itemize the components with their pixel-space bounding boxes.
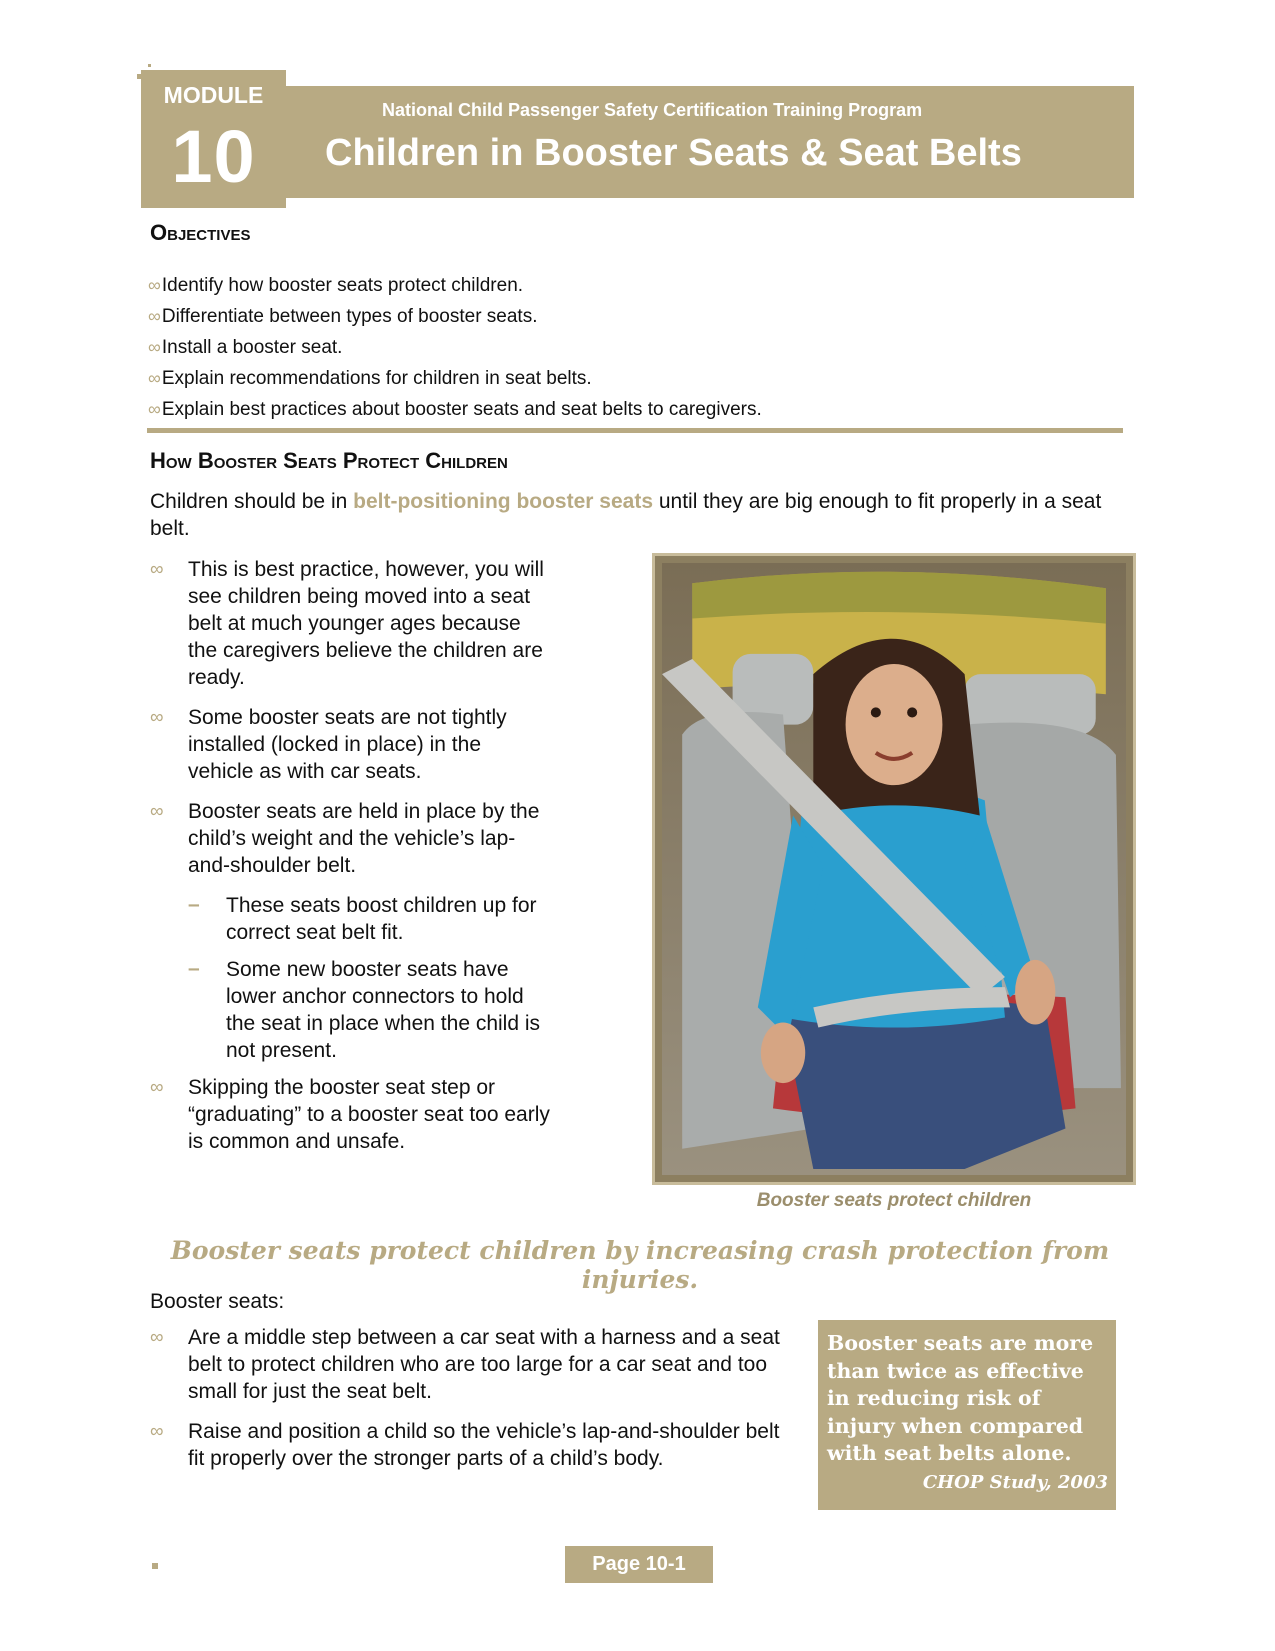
infinity-bullet-icon: ∞ xyxy=(150,707,164,728)
infinity-bullet-icon: ∞ xyxy=(150,1077,164,1098)
program-title: National Child Passenger Safety Certification Training Program xyxy=(382,100,923,120)
decorative-dot xyxy=(148,64,151,67)
dash-bullet-icon: – xyxy=(188,957,200,980)
booster-section-intro: Booster seats: xyxy=(150,1290,285,1313)
photo-caption: Booster seats protect children xyxy=(756,1190,1032,1211)
how-section-heading: How Booster Seats Protect Children xyxy=(150,448,508,473)
section-divider xyxy=(147,428,1123,433)
list-item: ∞Identify how booster seats protect children. xyxy=(148,275,524,296)
list-item: ∞Explain recommendations for children in seat belts. xyxy=(148,368,592,389)
page-number: Page 10-1 xyxy=(565,1546,713,1583)
module-badge xyxy=(141,70,286,208)
sub-list-item: – Some new booster seats have lower anchor connectors to hold the seat in place when the child is not present. xyxy=(188,957,541,1062)
list-item: ∞ Booster seats are held in place by the child’s weight and the vehicle’s lap-and-shoulder belt. xyxy=(150,800,540,877)
booster-section-bullets xyxy=(150,1324,800,1472)
infinity-bullet-icon: ∞ xyxy=(148,275,161,295)
list-item: ∞Install a booster seat. xyxy=(148,337,343,358)
list-item: ∞ Skipping the booster seat step or “graduating” to a booster seat too early is common and unsafe. xyxy=(150,1076,550,1153)
sub-list-item: – These seats boost children up for correct seat belt fit. xyxy=(188,893,537,944)
list-item: ∞Explain best practices about booster seats and seat belts to caregivers. xyxy=(148,399,762,420)
header-bar xyxy=(286,86,1134,198)
list-item: ∞ This is best practice, however, you will see children being moved into a seat belt at much younger ages because the caregivers believe the children are ready. xyxy=(150,558,544,689)
module-label: MODULE xyxy=(163,82,264,108)
how-section-intro: Children should be in belt-positioning booster seats until they are big enough to fit properly in a seat belt. xyxy=(150,490,1102,540)
objectives-heading: Objectives xyxy=(150,220,251,245)
pull-quote: Booster seats protect children by increasing crash protection from injuries. xyxy=(170,1236,1110,1294)
dash-bullet-icon: – xyxy=(188,893,200,916)
infinity-bullet-icon: ∞ xyxy=(148,399,161,419)
infinity-bullet-icon: ∞ xyxy=(148,306,161,326)
infinity-bullet-icon: ∞ xyxy=(148,337,161,357)
highlight-term: belt-positioning booster seats xyxy=(353,490,653,513)
infinity-bullet-icon: ∞ xyxy=(150,801,164,822)
list-item: ∞ Some booster seats are not tightly installed (locked in place) in the vehicle as with car seats. xyxy=(150,706,507,783)
stat-callout xyxy=(818,1320,1116,1510)
infinity-bullet-icon: ∞ xyxy=(148,368,161,388)
child-booster-seat-illustration xyxy=(662,563,1126,1175)
booster-seat-photo xyxy=(652,553,1136,1185)
list-item: ∞Differentiate between types of booster seats. xyxy=(148,306,538,327)
module-number: 10 xyxy=(171,115,256,198)
infinity-bullet-icon: ∞ xyxy=(150,559,164,580)
list-item: ∞ Raise and position a child so the vehicle’s lap-and-shoulder belt fit properly over the stronger parts of a child’s body. xyxy=(150,1420,780,1470)
infinity-bullet-icon: ∞ xyxy=(150,1421,164,1442)
list-item: ∞ Are a middle step between a car seat with a harness and a seat belt to protect children who are too large for a car seat and too small for just the seat belt. xyxy=(150,1326,780,1403)
callout-text: Booster seats are more than twice as effective in reducing risk of injury when compared with seat belts alone. xyxy=(827,1331,1094,1465)
callout-citation: CHOP Study, 2003 xyxy=(922,1471,1108,1493)
objectives-list xyxy=(148,270,1048,425)
page-title: Children in Booster Seats & Seat Belts xyxy=(325,132,1022,174)
how-section-bullets xyxy=(150,556,550,1155)
infinity-bullet-icon: ∞ xyxy=(150,1327,164,1348)
decorative-dot xyxy=(152,1563,158,1569)
